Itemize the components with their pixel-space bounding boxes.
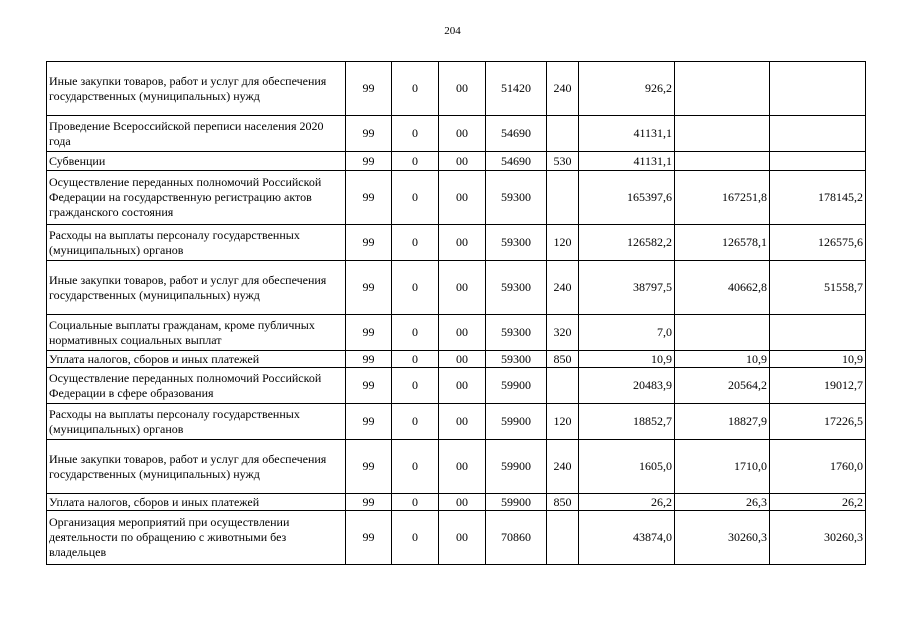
code-pp: 0 xyxy=(392,368,439,404)
amount-1: 126582,2 xyxy=(579,225,675,261)
amount-1: 165397,6 xyxy=(579,171,675,225)
code-gp: 99 xyxy=(346,315,392,351)
amount-3: 126575,6 xyxy=(770,225,866,261)
code-direction: 54690 xyxy=(486,152,547,171)
code-gp: 99 xyxy=(346,152,392,171)
code-gp: 99 xyxy=(346,62,392,116)
code-direction: 59900 xyxy=(486,494,547,511)
amount-2: 40662,8 xyxy=(675,261,770,315)
row-name: Осуществление переданных полномочий Российской Федерации на государственную регистрацию актов гражданского состояния xyxy=(47,171,346,225)
code-gp: 99 xyxy=(346,494,392,511)
code-om: 00 xyxy=(439,225,486,261)
row-name: Организация мероприятий при осуществлении деятельности по обращению с животными без владельцев xyxy=(47,511,346,565)
code-pp: 0 xyxy=(392,62,439,116)
table-row xyxy=(47,152,866,171)
table-row xyxy=(47,511,866,565)
code-pp: 0 xyxy=(392,225,439,261)
code-pp: 0 xyxy=(392,351,439,368)
row-name: Субвенции xyxy=(47,152,346,171)
code-expense-type xyxy=(547,368,579,404)
code-gp: 99 xyxy=(346,351,392,368)
code-gp: 99 xyxy=(346,116,392,152)
table-row xyxy=(47,440,866,494)
budget-table xyxy=(46,61,866,565)
code-om: 00 xyxy=(439,152,486,171)
code-pp: 0 xyxy=(392,261,439,315)
code-direction: 59300 xyxy=(486,225,547,261)
row-name: Социальные выплаты гражданам, кроме публичных нормативных социальных выплат xyxy=(47,315,346,351)
code-om: 00 xyxy=(439,404,486,440)
row-name: Проведение Всероссийской переписи населения 2020 года xyxy=(47,116,346,152)
code-direction: 54690 xyxy=(486,116,547,152)
amount-2 xyxy=(675,152,770,171)
code-direction: 59300 xyxy=(486,171,547,225)
code-gp: 99 xyxy=(346,368,392,404)
amount-1: 41131,1 xyxy=(579,116,675,152)
amount-3: 26,2 xyxy=(770,494,866,511)
code-direction: 70860 xyxy=(486,511,547,565)
page-number: 204 xyxy=(444,25,461,37)
code-expense-type xyxy=(547,171,579,225)
row-name: Уплата налогов, сборов и иных платежей xyxy=(47,494,346,511)
row-name: Расходы на выплаты персоналу государственных (муниципальных) органов xyxy=(47,225,346,261)
code-expense-type: 240 xyxy=(547,440,579,494)
code-gp: 99 xyxy=(346,440,392,494)
amount-2: 20564,2 xyxy=(675,368,770,404)
amount-2 xyxy=(675,315,770,351)
code-gp: 99 xyxy=(346,511,392,565)
code-om: 00 xyxy=(439,62,486,116)
amount-1: 43874,0 xyxy=(579,511,675,565)
code-om: 00 xyxy=(439,440,486,494)
table-row xyxy=(47,261,866,315)
table-row xyxy=(47,494,866,511)
code-om: 00 xyxy=(439,351,486,368)
code-direction: 51420 xyxy=(486,62,547,116)
amount-3: 178145,2 xyxy=(770,171,866,225)
code-om: 00 xyxy=(439,315,486,351)
code-direction: 59900 xyxy=(486,440,547,494)
table-row xyxy=(47,116,866,152)
code-gp: 99 xyxy=(346,225,392,261)
code-pp: 0 xyxy=(392,171,439,225)
code-expense-type: 850 xyxy=(547,351,579,368)
amount-2: 10,9 xyxy=(675,351,770,368)
amount-3: 17226,5 xyxy=(770,404,866,440)
amount-3 xyxy=(770,62,866,116)
code-gp: 99 xyxy=(346,171,392,225)
code-gp: 99 xyxy=(346,261,392,315)
amount-2 xyxy=(675,116,770,152)
amount-2: 167251,8 xyxy=(675,171,770,225)
amount-2: 30260,3 xyxy=(675,511,770,565)
code-gp: 99 xyxy=(346,404,392,440)
code-pp: 0 xyxy=(392,494,439,511)
code-pp: 0 xyxy=(392,315,439,351)
table-row xyxy=(47,368,866,404)
code-expense-type: 240 xyxy=(547,62,579,116)
code-om: 00 xyxy=(439,494,486,511)
table-row xyxy=(47,404,866,440)
amount-1: 1605,0 xyxy=(579,440,675,494)
amount-1: 926,2 xyxy=(579,62,675,116)
code-pp: 0 xyxy=(392,404,439,440)
row-name: Уплата налогов, сборов и иных платежей xyxy=(47,351,346,368)
code-om: 00 xyxy=(439,171,486,225)
amount-1: 18852,7 xyxy=(579,404,675,440)
amount-1: 41131,1 xyxy=(579,152,675,171)
amount-1: 7,0 xyxy=(579,315,675,351)
row-name: Иные закупки товаров, работ и услуг для обеспечения государственных (муниципальных) нужд xyxy=(47,62,346,116)
code-pp: 0 xyxy=(392,152,439,171)
table-row xyxy=(47,351,866,368)
amount-2: 18827,9 xyxy=(675,404,770,440)
table-row xyxy=(47,171,866,225)
code-expense-type: 120 xyxy=(547,404,579,440)
table-row xyxy=(47,62,866,116)
amount-2: 1710,0 xyxy=(675,440,770,494)
code-expense-type: 530 xyxy=(547,152,579,171)
code-om: 00 xyxy=(439,116,486,152)
amount-3: 51558,7 xyxy=(770,261,866,315)
code-direction: 59300 xyxy=(486,261,547,315)
amount-3: 19012,7 xyxy=(770,368,866,404)
table-row xyxy=(47,315,866,351)
code-om: 00 xyxy=(439,368,486,404)
amount-3 xyxy=(770,315,866,351)
table-row xyxy=(47,225,866,261)
amount-2 xyxy=(675,62,770,116)
row-name: Иные закупки товаров, работ и услуг для обеспечения государственных (муниципальных) нужд xyxy=(47,261,346,315)
code-om: 00 xyxy=(439,261,486,315)
amount-3 xyxy=(770,116,866,152)
amount-2: 126578,1 xyxy=(675,225,770,261)
code-direction: 59300 xyxy=(486,351,547,368)
row-name: Расходы на выплаты персоналу государственных (муниципальных) органов xyxy=(47,404,346,440)
amount-3: 30260,3 xyxy=(770,511,866,565)
code-direction: 59900 xyxy=(486,404,547,440)
code-expense-type: 240 xyxy=(547,261,579,315)
amount-1: 26,2 xyxy=(579,494,675,511)
amount-3 xyxy=(770,152,866,171)
code-expense-type: 850 xyxy=(547,494,579,511)
code-expense-type xyxy=(547,511,579,565)
amount-1: 10,9 xyxy=(579,351,675,368)
amount-1: 20483,9 xyxy=(579,368,675,404)
code-pp: 0 xyxy=(392,440,439,494)
row-name: Осуществление переданных полномочий Российской Федерации в сфере образования xyxy=(47,368,346,404)
amount-2: 26,3 xyxy=(675,494,770,511)
code-direction: 59900 xyxy=(486,368,547,404)
row-name: Иные закупки товаров, работ и услуг для обеспечения государственных (муниципальных) нужд xyxy=(47,440,346,494)
code-om: 00 xyxy=(439,511,486,565)
code-expense-type: 320 xyxy=(547,315,579,351)
code-expense-type xyxy=(547,116,579,152)
code-pp: 0 xyxy=(392,116,439,152)
amount-1: 38797,5 xyxy=(579,261,675,315)
code-direction: 59300 xyxy=(486,315,547,351)
code-expense-type: 120 xyxy=(547,225,579,261)
amount-3: 10,9 xyxy=(770,351,866,368)
code-pp: 0 xyxy=(392,511,439,565)
amount-3: 1760,0 xyxy=(770,440,866,494)
